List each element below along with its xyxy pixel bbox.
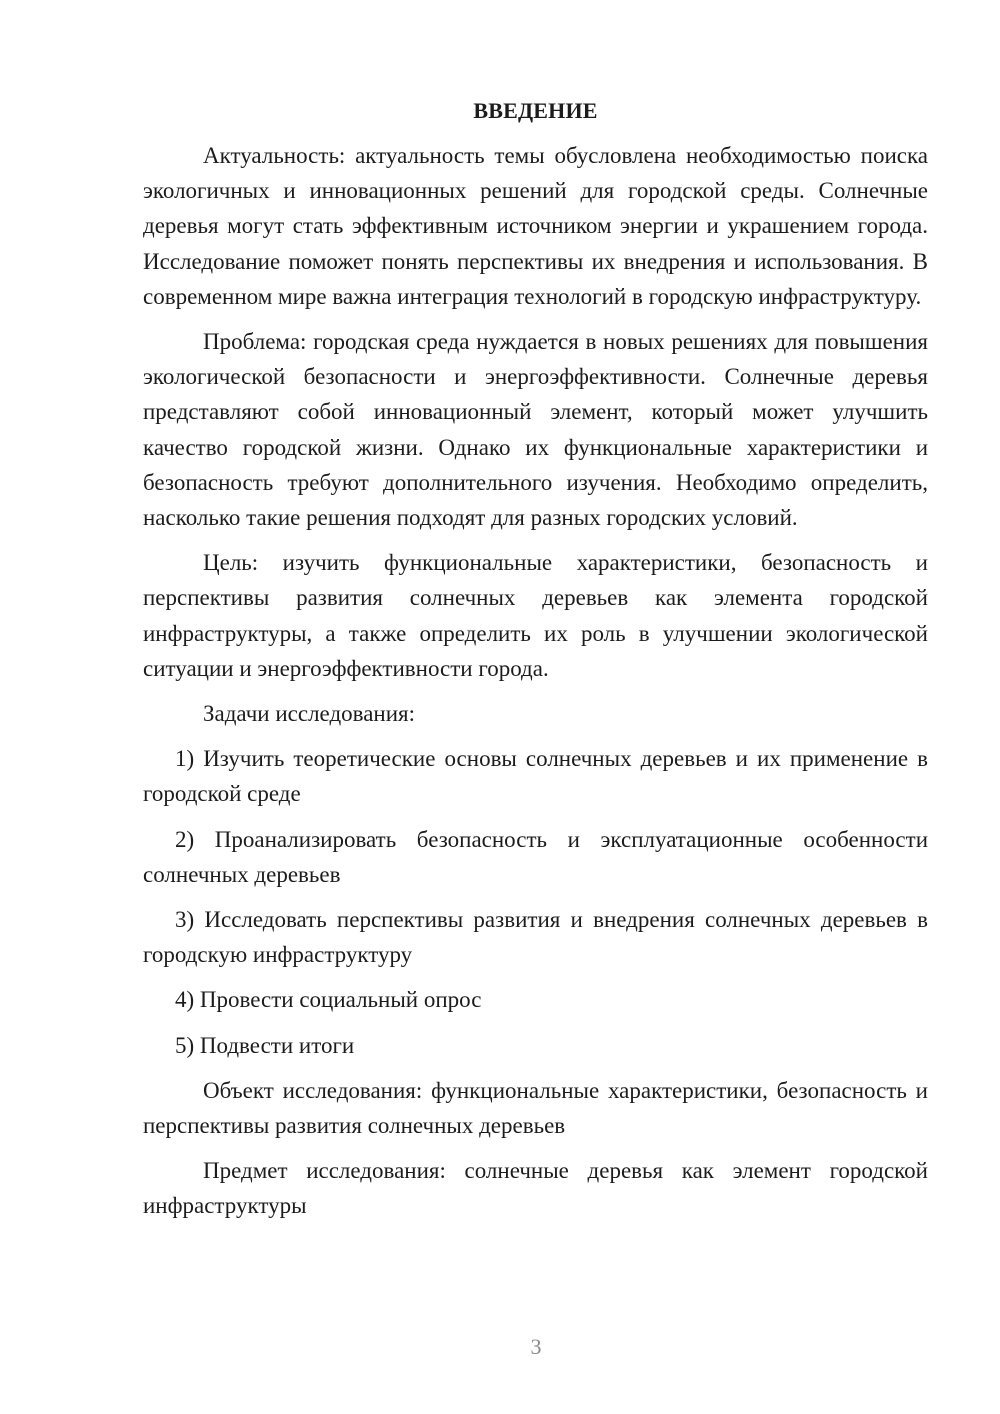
list-item: 1) Изучить теоретические основы солнечных деревьев и их применение в городской среде	[143, 746, 928, 807]
list-item: 2) Проанализировать безопасность и эксплуатационные особенности солнечных деревьев	[143, 826, 928, 887]
tasks-list	[143, 741, 928, 1063]
list-item: 5) Подвести итоги	[175, 1032, 355, 1058]
section-heading: ВВЕДЕНИЕ	[473, 98, 598, 123]
list-item: 4) Провести социальный опрос	[175, 987, 482, 1013]
paragraph-relevance: Актуальность: актуальность темы обусловлена необходимостью поиска экологичных и инновационных решений для городской среды. Солнечные деревья могут стать эффективным источником энергии и украшением города. Исследование поможет понять перспективы их внедрения и использования. В современном мире важна интеграция технологий в городскую инфраструктуру.	[143, 143, 928, 309]
paragraph-object: Объект исследования: функциональные характеристики, безопасность и перспективы развития солнечных деревьев	[143, 1077, 928, 1139]
paragraph-problem: Проблема: городская среда нуждается в новых решениях для повышения экологической безопасности и энергоэффективности. Солнечные деревья представляют собой инновационный элемент, который может улучшить качество городской жизни. Однако их функциональные характеристики и безопасность требуют дополнительного изучения. Необходимо определить, насколько такие решения подходят для разных городских условий.	[143, 329, 928, 531]
list-item: 3) Исследовать перспективы развития и внедрения солнечных деревьев в городскую инфраструктуру	[143, 907, 928, 968]
paragraph-subject: Предмет исследования: солнечные деревья как элемент городской инфраструктуры	[143, 1158, 928, 1219]
paragraph-goal: Цель: изучить функциональные характеристики, безопасность и перспективы развития солнечных деревьев как элемента городской инфраструктуры, а также определить их роль в улучшении экологической ситуации и энергоэффективности города.	[143, 550, 928, 681]
page-number: 3	[530, 1334, 542, 1359]
tasks-label: Задачи исследования:	[203, 701, 416, 727]
